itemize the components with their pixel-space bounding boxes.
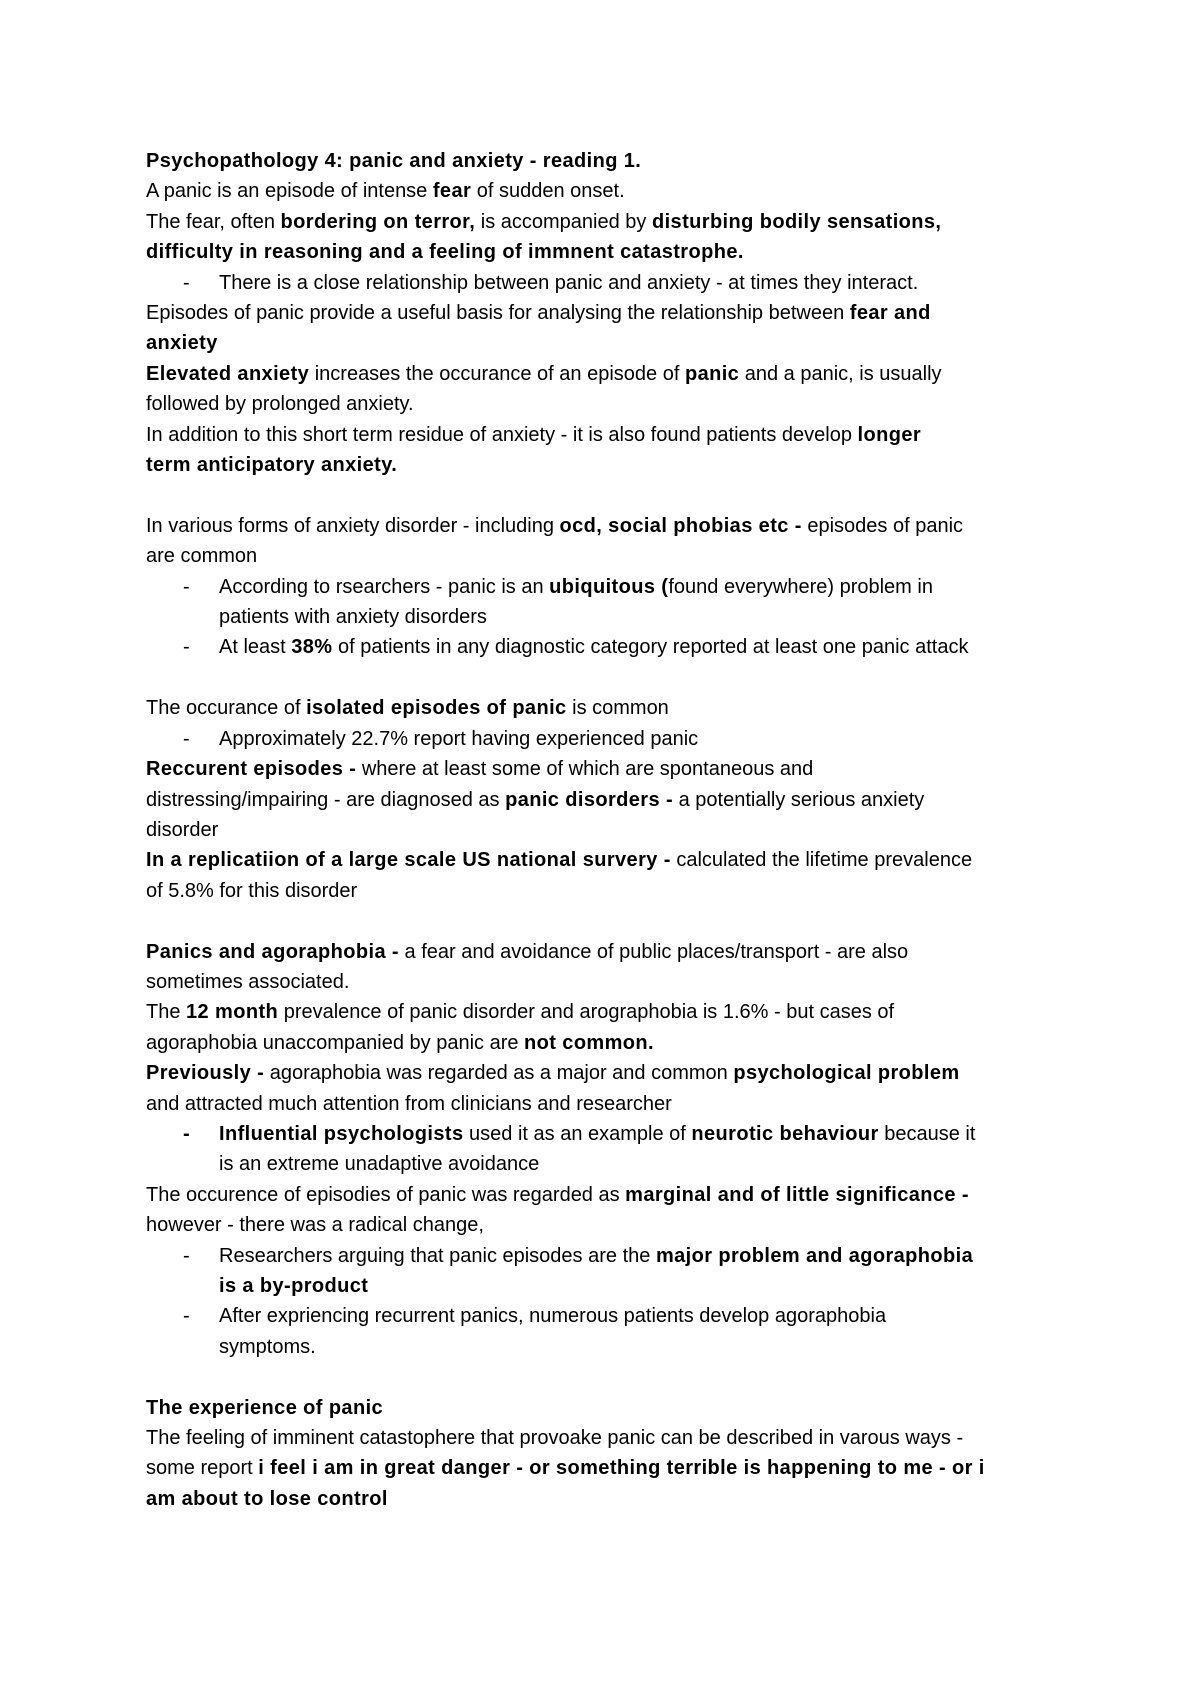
text-run: are common xyxy=(146,545,258,568)
text-run: At least xyxy=(219,636,292,659)
text-line xyxy=(146,693,1076,723)
text-run: In various forms of anxiety disorder - including xyxy=(146,514,560,537)
text-run: The feeling of imminent catastophere that provoake panic can be described in varous ways - xyxy=(146,1427,964,1449)
paragraph xyxy=(146,1423,1076,1514)
text-run: The occurence of episodies of panic was regarded as xyxy=(146,1183,626,1206)
bullet-dash: - xyxy=(183,1244,190,1267)
bold-text: Psychopathology 4: panic and anxiety - reading 1. xyxy=(146,150,642,172)
text-run: found everywhere) problem in xyxy=(668,575,933,598)
paragraph xyxy=(146,511,1076,572)
text-run: increases the occurance of an episode of xyxy=(309,362,685,385)
text-line xyxy=(146,1028,1076,1058)
text-run: The xyxy=(146,1001,187,1024)
text-line xyxy=(219,1301,1076,1331)
text-line xyxy=(146,1210,1076,1240)
text-run: of patients in any diagnostic category reported at least one panic attack xyxy=(332,636,969,659)
bold-text: Influential psychologists xyxy=(219,1122,464,1145)
text-run: agoraphobia was regarded as a major and common xyxy=(264,1062,734,1085)
text-run: is accompanied by xyxy=(475,210,652,233)
paragraph xyxy=(146,298,1076,359)
text-line xyxy=(146,754,1076,784)
bold-text: 12 month xyxy=(186,1001,279,1024)
text-line xyxy=(146,450,1076,480)
text-run: disorder xyxy=(146,818,219,841)
text-line xyxy=(146,967,1076,997)
text-line xyxy=(146,328,1076,358)
bold-text: isolated episodes of panic xyxy=(306,697,567,720)
text-line xyxy=(219,1271,1076,1301)
text-line xyxy=(219,1149,1076,1179)
paragraph xyxy=(146,754,1076,845)
paragraph xyxy=(146,997,1076,1058)
text-line xyxy=(146,511,1076,541)
paragraph xyxy=(146,937,1076,998)
text-line xyxy=(146,389,1076,419)
paragraph xyxy=(146,207,1076,268)
text-line xyxy=(146,146,1076,176)
bullet-dash: - xyxy=(183,727,190,750)
text-line xyxy=(219,268,1076,298)
bold-text: anxiety xyxy=(146,332,218,355)
text-line xyxy=(219,572,1076,602)
text-run: symptoms. xyxy=(219,1335,316,1358)
text-line xyxy=(146,876,1076,906)
bullet-dash: - xyxy=(183,271,190,294)
text-run: where at least some of which are spontaneous and xyxy=(356,758,814,781)
bullet-item xyxy=(146,1301,1076,1362)
text-run: some report xyxy=(146,1457,259,1480)
paragraph xyxy=(146,845,1076,906)
text-line xyxy=(146,1393,1076,1423)
bold-text: 38% xyxy=(291,636,333,659)
text-run: because it xyxy=(878,1122,976,1145)
text-run: and a panic, is usually xyxy=(739,362,942,385)
text-line xyxy=(219,602,1076,632)
text-line xyxy=(219,1241,1076,1271)
paragraph xyxy=(146,1393,1076,1423)
text-run: In addition to this short term residue of anxiety - it is also found patients develop xyxy=(146,423,858,446)
paragraph xyxy=(146,176,1076,206)
bold-text: panic xyxy=(684,362,740,385)
text-run: After expriencing recurrent panics, numerous patients develop agoraphobia xyxy=(219,1305,887,1328)
text-line xyxy=(146,845,1076,875)
bullet-item xyxy=(146,632,1076,662)
text-run: a potentially serious anxiety xyxy=(673,788,925,811)
text-line xyxy=(219,1332,1076,1362)
text-run: followed by prolonged anxiety. xyxy=(146,393,414,416)
bold-text: The experience of panic xyxy=(146,1396,384,1419)
text-line xyxy=(219,724,1076,754)
text-run: There is a close relationship between panic and anxiety - at times they interact. xyxy=(219,271,919,294)
bold-text: In a replicatiion of a large scale US national survery - xyxy=(146,849,671,872)
bold-text: term anticipatory anxiety. xyxy=(146,454,398,477)
text-run: Approximately 22.7% report having experienced panic xyxy=(219,727,699,750)
bold-text: difficulty in reasoning and a feeling of immnent catastrophe. xyxy=(146,241,744,264)
bold-text: Elevated anxiety xyxy=(146,362,310,385)
text-line xyxy=(146,1089,1076,1119)
bullet-item xyxy=(146,1119,1076,1180)
text-line xyxy=(146,997,1076,1027)
text-line xyxy=(146,937,1076,967)
paragraph xyxy=(146,1180,1076,1241)
text-run: Episodes of panic provide a useful basis for analysing the relationship between xyxy=(146,302,850,325)
text-run: episodes of panic xyxy=(801,514,964,537)
text-run: patients with anxiety disorders xyxy=(219,606,487,629)
text-run: is an extreme unadaptive avoidance xyxy=(219,1153,540,1176)
bullet-dash: - xyxy=(183,1122,191,1145)
text-run: Researchers arguing that panic episodes are the xyxy=(219,1244,656,1267)
text-run: of 5.8% for this disorder xyxy=(146,879,358,902)
text-line xyxy=(146,420,1076,450)
text-line xyxy=(146,359,1076,389)
bold-text: fear xyxy=(432,180,472,203)
bold-text: Reccurent episodes - xyxy=(146,758,357,781)
bullet-item xyxy=(146,268,1076,298)
text-run: used it as an example of xyxy=(463,1122,692,1145)
bullet-dash: - xyxy=(183,636,190,659)
bold-text: panic disorders - xyxy=(505,788,674,811)
paragraph xyxy=(146,693,1076,723)
bold-text: i feel i am in great danger - or something terrible is happening to me - or i xyxy=(258,1457,985,1480)
text-line xyxy=(146,1453,1076,1483)
text-run: and attracted much attention from clinicians and researcher xyxy=(146,1092,672,1115)
text-run: calculated the lifetime prevalence xyxy=(670,849,973,872)
blank-line xyxy=(146,1362,1076,1392)
bullet-item xyxy=(146,1241,1076,1302)
bold-text: bordering on terror, xyxy=(280,210,476,233)
paragraph xyxy=(146,420,1076,481)
bullet-item xyxy=(146,724,1076,754)
text-line xyxy=(146,785,1076,815)
text-line xyxy=(219,1119,1076,1149)
text-run: The occurance of xyxy=(146,697,307,720)
text-line xyxy=(146,207,1076,237)
text-run: however - there was a radical change, xyxy=(146,1214,484,1237)
text-run: prevalence of panic disorder and arographobia is 1.6% - but cases of xyxy=(278,1001,895,1024)
paragraph xyxy=(146,359,1076,420)
text-run: of sudden onset. xyxy=(471,180,625,203)
bold-text: longer xyxy=(857,423,922,446)
bold-text: neurotic behaviour xyxy=(691,1122,879,1145)
bold-text: psychological problem xyxy=(733,1062,960,1085)
text-line xyxy=(146,176,1076,206)
bold-text: disturbing bodily sensations, xyxy=(651,210,942,233)
blank-line xyxy=(146,480,1076,510)
bullet-item xyxy=(146,572,1076,633)
text-run: agoraphobia unaccompanied by panic are xyxy=(146,1031,525,1054)
text-run: The fear, often xyxy=(146,210,281,233)
bold-text: ocd, social phobias etc - xyxy=(559,514,802,537)
text-line xyxy=(146,1180,1076,1210)
text-run: distressing/impairing - are diagnosed as xyxy=(146,788,506,811)
text-line xyxy=(146,1423,1076,1453)
document-page xyxy=(146,146,1076,1514)
paragraph xyxy=(146,1058,1076,1119)
bullet-dash: - xyxy=(183,1305,190,1328)
text-run: a fear and avoidance of public places/transport - are also xyxy=(398,940,909,963)
text-line xyxy=(146,1484,1076,1514)
text-line xyxy=(146,815,1076,845)
bullet-dash: - xyxy=(183,575,190,598)
bold-text: ubiquitous ( xyxy=(549,575,669,598)
page-title xyxy=(146,146,1076,176)
bold-text: marginal and of little significance - xyxy=(625,1183,969,1206)
text-line xyxy=(146,237,1076,267)
text-line xyxy=(146,298,1076,328)
bold-text: is a by-product xyxy=(219,1274,369,1297)
bold-text: fear and xyxy=(849,302,931,325)
bold-text: major problem and agoraphobia xyxy=(655,1244,974,1267)
text-run: According to rsearchers - panic is an xyxy=(219,575,550,598)
text-line xyxy=(219,632,1076,662)
text-run: A panic is an episode of intense xyxy=(146,180,433,203)
bold-text: Previously - xyxy=(146,1062,265,1085)
text-line xyxy=(146,1058,1076,1088)
text-run: is common xyxy=(566,697,669,720)
bold-text: am about to lose control xyxy=(146,1487,388,1510)
text-run: sometimes associated. xyxy=(146,970,350,993)
text-line xyxy=(146,541,1076,571)
blank-line xyxy=(146,906,1076,936)
bold-text: not common. xyxy=(524,1031,654,1054)
blank-line xyxy=(146,663,1076,693)
bold-text: Panics and agoraphobia - xyxy=(146,940,399,963)
